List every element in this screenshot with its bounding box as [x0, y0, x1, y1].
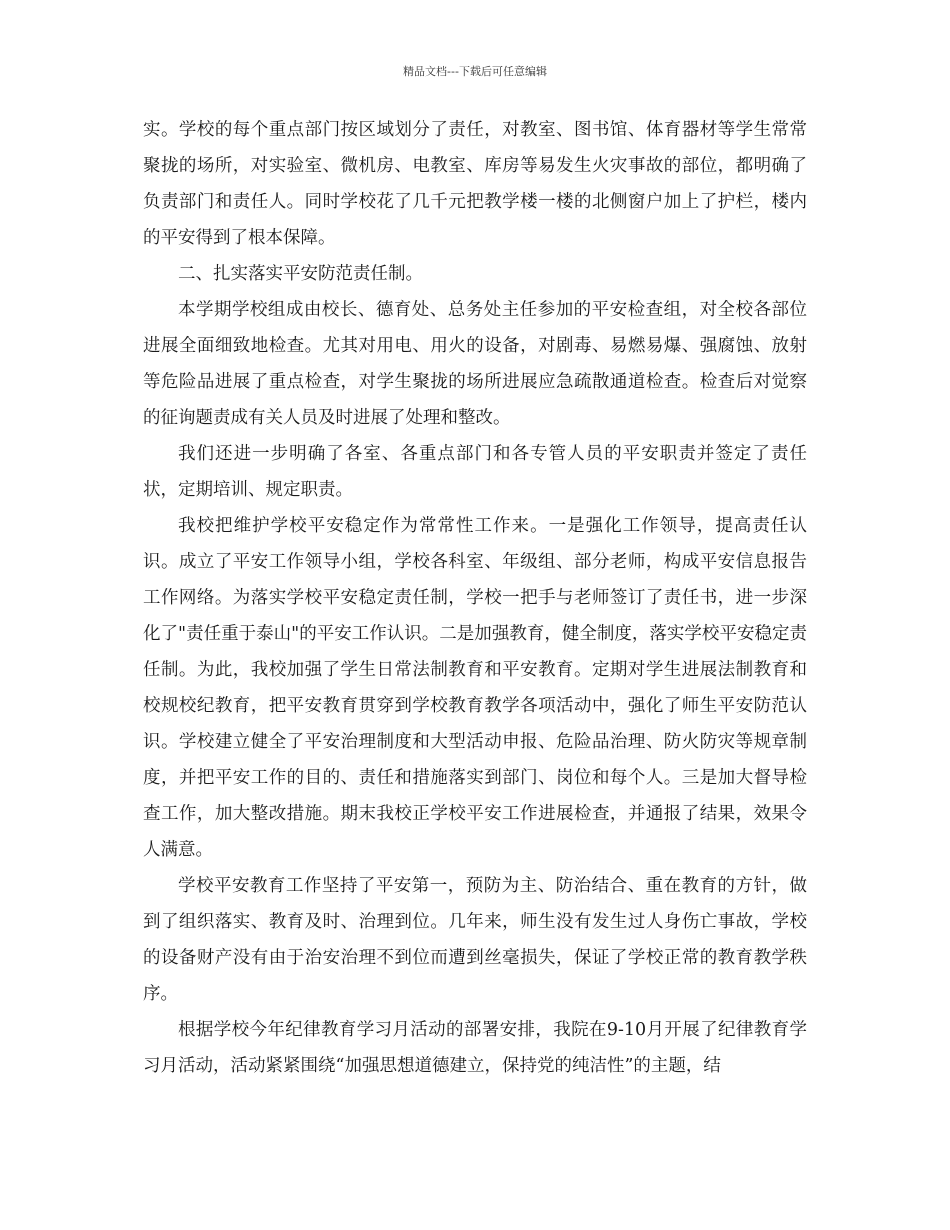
document-body [143, 112, 807, 1084]
paragraph: 学校平安教育工作坚持了平安第一，预防为主、防治结合、重在教育的方针，做到了组织落实、教育及时、治理到位。几年来，师生没有发生过人身伤亡事故，学校的设备财产没有由于治安治理不到位而遭到丝毫损失，保证了学校正常的教育教学秩序。 [143, 876, 807, 1004]
paragraph: 根据学校今年纪律教育学习月活动的部署安排，我院在9-10月开展了纪律教育学习月活动，活动紧紧围绕“加强思想道德建立，保持党的纯洁性”的主题，结 [143, 1020, 807, 1076]
paragraph: 本学期学校组成由校长、德育处、总务处主任参加的平安检查组，对全校各部位进展全面细致地检查。尤其对用电、用火的设备，对剧毒、易燃易爆、强腐蚀、放射等危险品进展了重点检查，对学生聚拢的场所进展应急疏散通道检查。检查后对觉察的征询题责成有关人员及时进展了处理和整改。 [143, 300, 807, 428]
paragraph-continuation: 实。学校的每个重点部门按区域划分了责任，对教室、图书馆、体育器材等学生常常聚拢的场所，对实验室、微机房、电教室、库房等易发生火灾事故的部位，都明确了负责部门和责任人。同时学校花了几千元把教学楼一楼的北侧窗户加上了护栏，楼内的平安得到了根本保障。 [143, 120, 807, 248]
page-header: 精品文档---下载后可任意编辑 [403, 65, 547, 78]
paragraph: 我校把维护学校平安稳定作为常常性工作来。一是强化工作领导，提高责任认识。成立了平安工作领导小组，学校各科室、年级组、部分老师，构成平安信息报告工作网络。为落实学校平安稳定责任制，学校一把手与老师签订了责任书，进一步深化了"责任重于泰山"的平安工作认识。二是加强教育，健全制度，落实学校平安稳定责任制。为此，我校加强了学生日常法制教育和平安教育。定期对学生进展法制教育和校规校纪教育，把平安教育贯穿到学校教育教学各项活动中，强化了师生平安防范认识。学校建立健全了平安治理制度和大型活动申报、危险品治理、防火防灾等规章制度，并把平安工作的目的、责任和措施落实到部门、岗位和每个人。三是加大督导检查工作，加大整改措施。期末我校正学校平安工作进展检查，并通报了结果，效果令人满意。 [143, 516, 807, 860]
paragraph: 我们还进一步明确了各室、各重点部门和各专管人员的平安职责并签定了责任状，定期培训、规定职责。 [143, 444, 807, 500]
section-heading: 二、扎实落实平安防范责任制。 [178, 264, 423, 284]
